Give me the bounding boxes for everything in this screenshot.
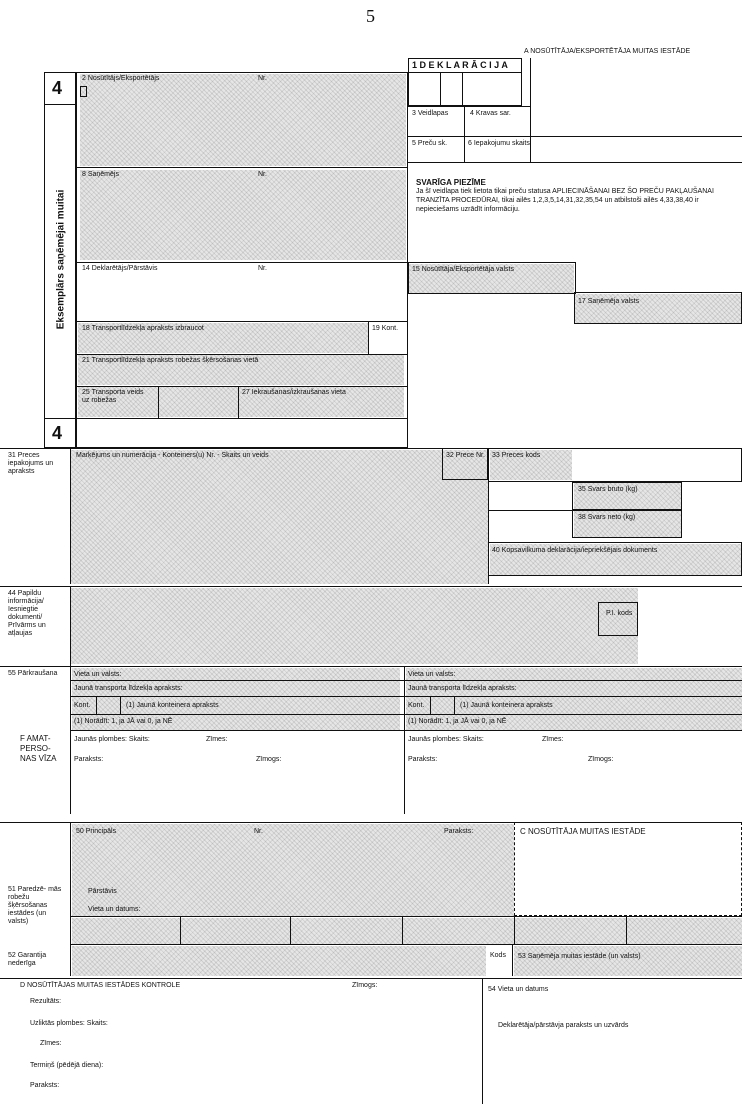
field-55-kont-left: Kont. (74, 702, 91, 709)
field-d-label: D NOSŪTĪTĀJAS MUITAS IESTĀDES KONTROLE (20, 982, 181, 989)
page-number: 5 (366, 6, 375, 26)
field-55-container-right: (1) Jaunā konteinera apraksts (460, 702, 553, 709)
field-31-label: 31 Preces iepakojums un apraksts (8, 452, 54, 475)
field-f-marks-left: Zīmes: (206, 736, 228, 743)
field-f-sign-right: Paraksts: (408, 756, 438, 763)
field-8-label: 8 Saņēmējs (82, 171, 119, 178)
field-2-checkbox[interactable] (80, 86, 87, 97)
field-40-label: 40 Kopsavilkuma deklarācija/iepriekšējais dokuments (492, 547, 658, 554)
copy-number-top: 4 (52, 78, 63, 98)
field-38-label: 38 Svars neto (kg) (578, 514, 636, 521)
field-50-rep: Pārstāvis (88, 888, 117, 895)
field-53-label: 53 Saņēmēja muitas iestāde (un valsts) (518, 953, 641, 960)
field-54-label: 54 Vieta un datums (488, 986, 549, 993)
field-50-area (72, 824, 514, 916)
field-18-label: 18 Transportlīdzekļa apraksts izbraucot (82, 325, 204, 332)
field-55-place-right: Vieta un valsts: (408, 671, 456, 678)
field-14-nr: Nr. (258, 265, 267, 272)
field-2-nr: Nr. (258, 75, 267, 82)
field-f-stamp-left: Zīmogs: (256, 756, 282, 763)
field-55-label: 55 Pārkraušana (8, 670, 58, 677)
field-44-area (70, 588, 638, 664)
field-35-label: 35 Svars bruto (kg) (578, 486, 638, 493)
notice-body: Ja šī veidlapa tiek lietota tikai preču statusa APLIECINĀŠANAI BEZ ŠO PREČU PAKĻAUŠANAI TRANZĪTA PROCEDŪRAI, tikai ailēs 1,2,3,5,14,31,32,35,54 un atbilstoši ailēs 4,33,38,40 ir nepieciešams uzrādīt informāciju. (416, 188, 714, 213)
field-2-label: 2 Nosūtītājs/Eksportētājs (82, 75, 160, 82)
field-27-label: 27 Iekraušanas/izkraušanas vieta (242, 389, 346, 396)
field-52-code: Kods (490, 952, 506, 959)
office-of-departure-c-box (514, 822, 742, 916)
field-55-place-left: Vieta un valsts: (74, 671, 122, 678)
field-53-area (514, 946, 742, 976)
copy-number-bottom: 4 (52, 423, 63, 443)
field-6-label: 6 Iepakojumu skaits (468, 140, 530, 147)
field-d-term: Termiņš (pēdējā diena): (30, 1062, 104, 1069)
field-51-label: 51 Paredzē- mās robežu šķērsošanas iestādes (un valsts) (8, 886, 62, 925)
field-55-note-right: (1) Norādīt: 1, ja JĀ vai 0, ja NĒ (408, 718, 507, 725)
field-55-kont-right: Kont. (408, 702, 425, 709)
field-55-vehicle-left: Jaunā transporta līdzekļa apraksts: (74, 685, 183, 692)
field-5-label: 5 Preču sk. (412, 140, 448, 147)
field-21-label: 21 Transportlīdzekļa apraksts robežas šķērsošanas vietā (82, 357, 259, 364)
field-44-code-box (598, 602, 638, 636)
field-25-label: 25 Transporta veids uz robežas (82, 389, 144, 404)
field-f-marks-right: Zīmes: (542, 736, 564, 743)
field-31-sublabel: Marķējums un numerācija - Konteiners(u) Nr. - Skaits un veids (76, 452, 269, 459)
field-55-vehicle-right: Jaunā transporta līdzekļa apraksts: (408, 685, 517, 692)
field-d-marks: Zīmes: (40, 1040, 62, 1047)
field-3-label: 3 Veidlapas (412, 110, 449, 117)
important-notice (416, 178, 736, 214)
field-19-label: 19 Kont. (372, 325, 399, 332)
field-50-nr: Nr. (254, 828, 263, 835)
office-of-departure-header: A NOSŪTĪTĀJA/EKSPORTĒTĀJA MUITAS IESTĀDE (524, 48, 691, 55)
field-44-label: 44 Papildu informācija/ Iesniegtie dokumenti/ Prīvārms un atļaujas (8, 590, 46, 637)
field-f-label: F AMAT- PERSO- NAS VĪZA (20, 734, 57, 763)
field-50-label: 50 Principāls (76, 828, 117, 835)
field-f-seals-right: Jaunās plombes: Skaits: (408, 736, 484, 743)
copy-side-label: Eksemplārs saņēmējai muitai (55, 189, 67, 330)
field-d-result: Rezultāts: (30, 998, 62, 1005)
field-50-sign: Paraksts: (444, 828, 474, 835)
field-44-code-label: P.I. kods (606, 610, 633, 617)
field-17-label: 17 Saņēmēja valsts (578, 298, 640, 305)
field-51-area (72, 918, 742, 944)
field-8-nr: Nr. (258, 171, 267, 178)
field-14-label: 14 Deklarētājs/Pārstāvis (82, 265, 158, 272)
field-15-label: 15 Nosūtītāja/Eksportētāja valsts (412, 266, 514, 273)
field-d-seals: Uzliktās plombes: Skaits: (30, 1020, 108, 1027)
field-d-stamp: Zīmogs: (352, 982, 378, 989)
field-33-label: 33 Preces kods (492, 452, 541, 459)
field-1-label: 1 D E K L A R Ā C I J A (412, 60, 508, 70)
field-c-label: C NOSŪTĪTĀJA MUITAS IESTĀDE (520, 827, 646, 836)
field-54-signature: Deklarētāja/pārstāvja paraksts un uzvārds (498, 1022, 629, 1029)
field-55-note-left: (1) Norādīt: 1, ja JĀ vai 0, ja NĒ (74, 718, 173, 725)
notice-title: SVARĪGA PIEZĪME (416, 178, 486, 187)
field-f-seals-left: Jaunās plombes: Skaits: (74, 736, 150, 743)
field-4-label: 4 Kravas sar. (470, 110, 511, 117)
field-f-sign-left: Paraksts: (74, 756, 104, 763)
field-d-sign: Paraksts: (30, 1082, 60, 1089)
field-32-label: 32 Prece Nr. (446, 452, 485, 459)
field-52-label: 52 Garantija nederīga (8, 952, 47, 967)
field-50-place: Vieta un datums: (88, 906, 141, 913)
field-31-area (70, 450, 488, 584)
field-55-container-left: (1) Jaunā konteinera apraksts (126, 702, 219, 709)
field-f-stamp-right: Zīmogs: (588, 756, 614, 763)
field-52-area (72, 946, 486, 976)
